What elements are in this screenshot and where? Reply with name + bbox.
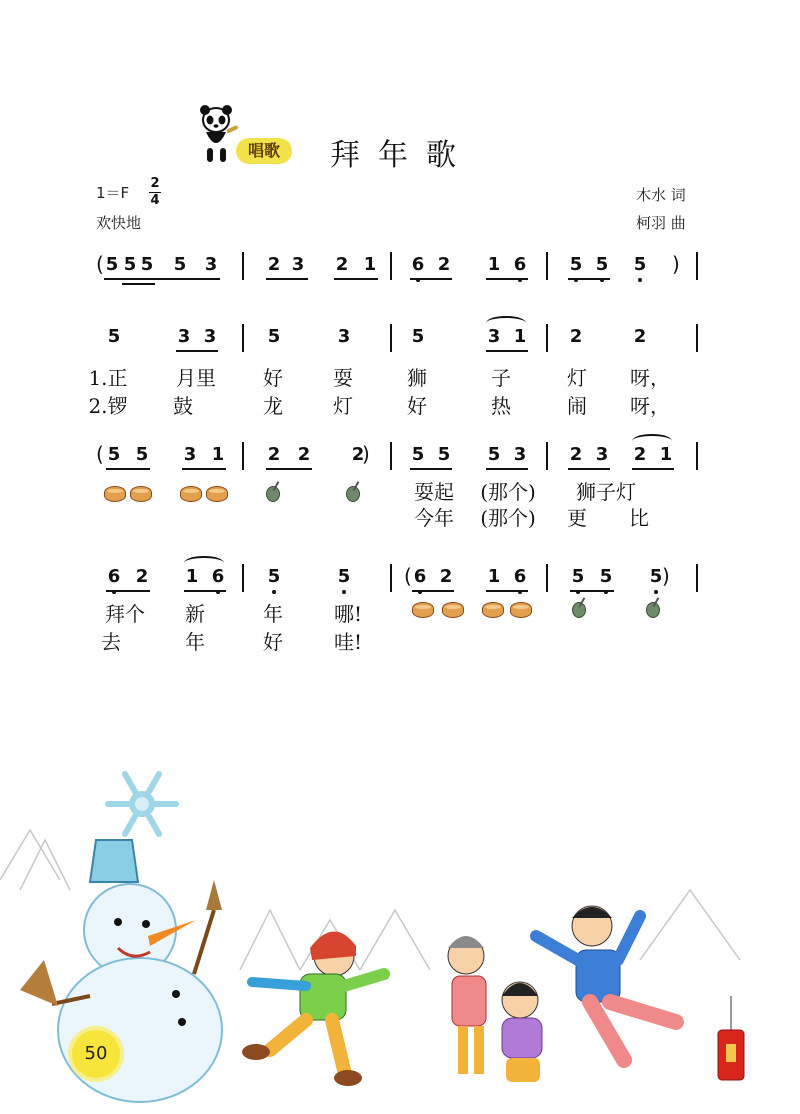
time-signature — [148, 176, 162, 209]
key-signature: 1＝F — [96, 184, 130, 202]
time-top: 2 — [150, 176, 160, 191]
gong-icon — [346, 486, 360, 502]
gong-icon — [646, 602, 660, 618]
drum-icon — [104, 486, 126, 502]
song-title: 拜年歌 — [330, 138, 474, 173]
snowman — [20, 840, 222, 1102]
panda-icon — [196, 104, 240, 164]
drum-icon — [412, 602, 434, 618]
drum-icon — [442, 602, 464, 618]
drum-icon — [206, 486, 228, 502]
sing-badge: 唱歌 — [236, 138, 292, 164]
running-child — [242, 931, 384, 1086]
lyricist-credit: 木水 词 — [636, 186, 686, 204]
drum-icon — [180, 486, 202, 502]
page-number: 50 — [72, 1030, 120, 1078]
time-bottom: 4 — [150, 193, 160, 208]
snowflake-icon — [108, 774, 176, 834]
composer-credit: 柯羽 曲 — [636, 214, 686, 232]
gong-icon — [266, 486, 280, 502]
tempo-marking: 欢快地 — [96, 214, 142, 232]
firecracker — [718, 996, 744, 1080]
drum-icon — [510, 602, 532, 618]
drum-icon — [130, 486, 152, 502]
children-group — [448, 906, 676, 1082]
gong-icon — [572, 602, 586, 618]
winter-illustration — [0, 760, 800, 1114]
drum-icon — [482, 602, 504, 618]
